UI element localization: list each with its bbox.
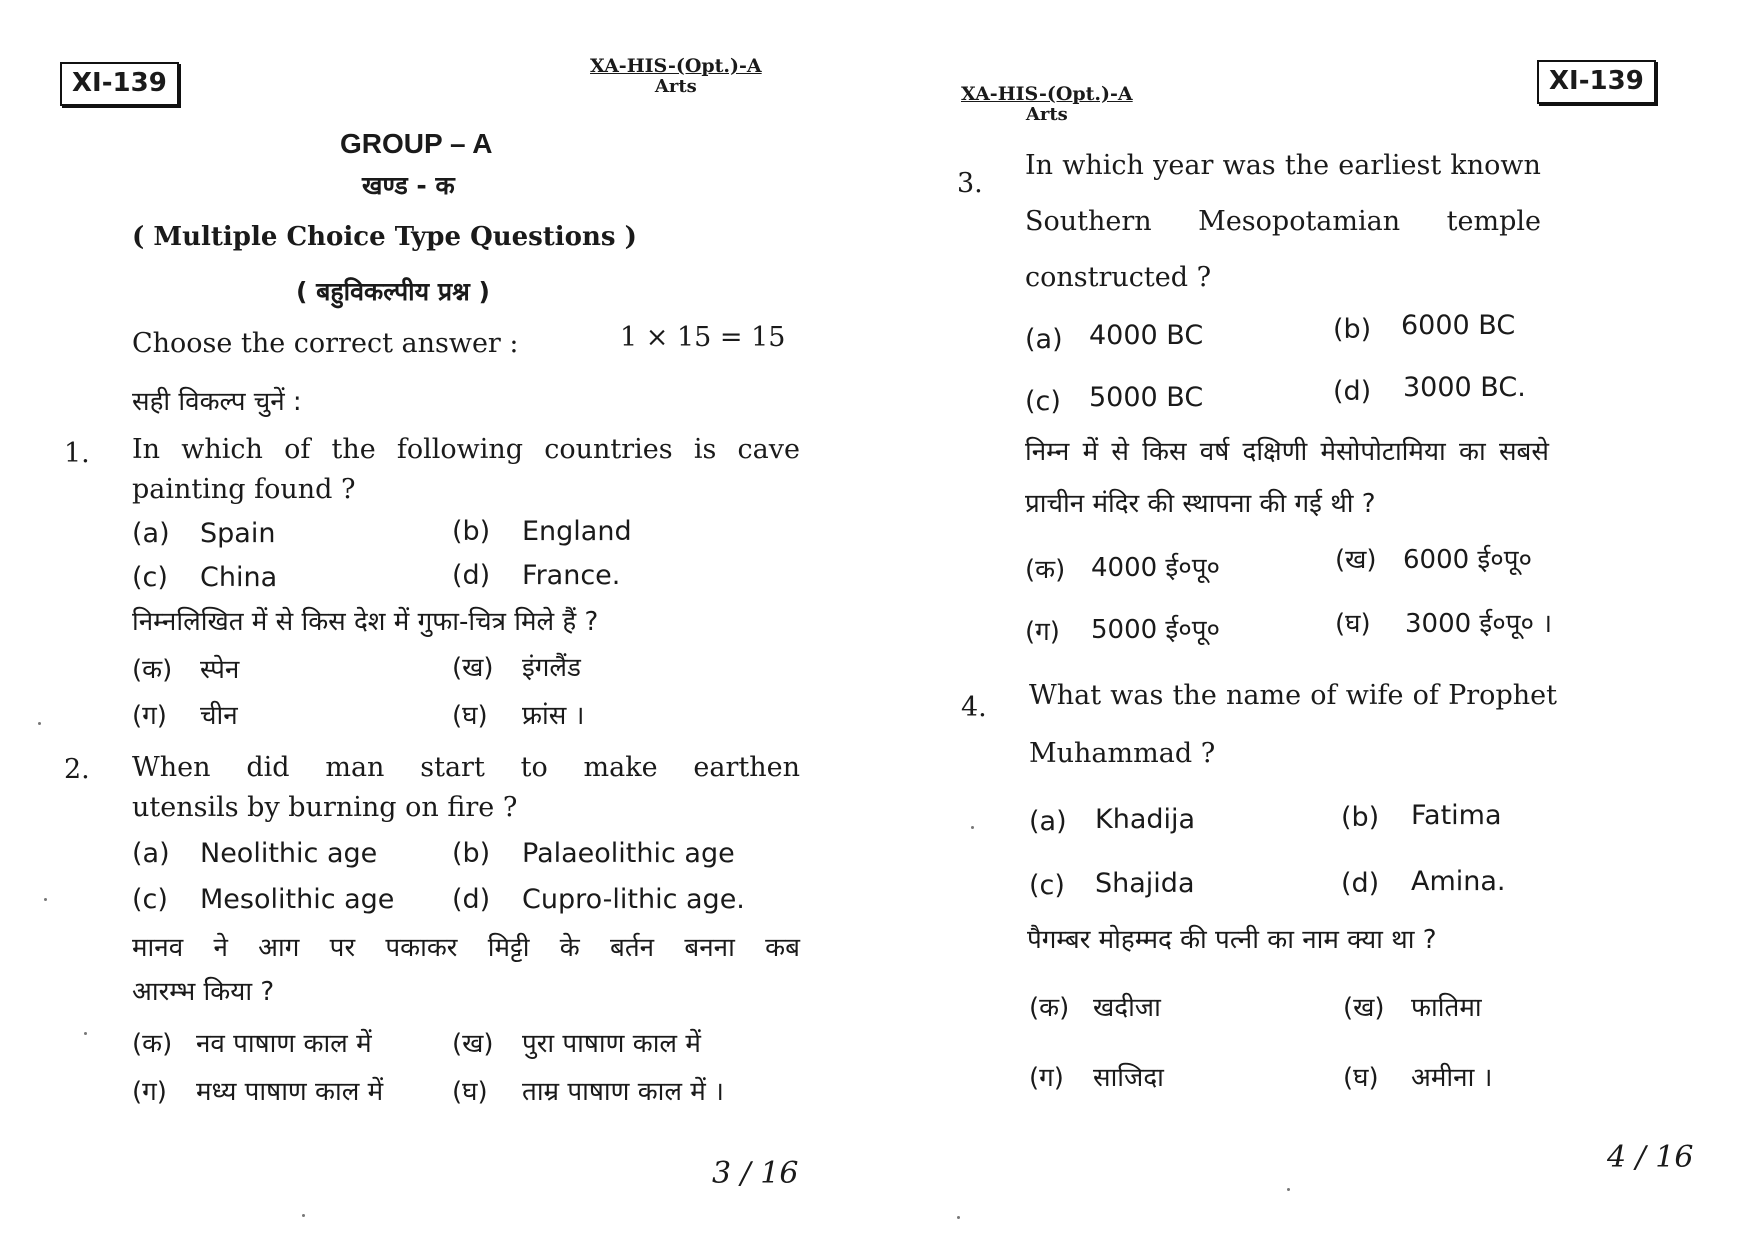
option-text: Neolithic age (200, 838, 378, 869)
question-4-hindi: पैगम्बर मोहम्मद की पत्नी का नाम क्या था ? (1027, 925, 1437, 955)
word: of (284, 434, 311, 465)
scan-speck (971, 826, 974, 829)
word: Mesopotamian (1198, 206, 1401, 237)
page-number: 4 / 16 (1607, 1140, 1694, 1175)
word: मानव (132, 933, 184, 963)
option-text: 4000 BC (1089, 320, 1204, 351)
word: temple (1446, 206, 1541, 237)
scan-speck (84, 1032, 87, 1035)
option-label: (ग) (1029, 1063, 1064, 1093)
subject-header (590, 56, 762, 97)
word: the (331, 434, 376, 465)
word: के (559, 933, 580, 963)
option-text: 4000 ई०पू० (1091, 553, 1221, 583)
subject-header (961, 84, 1133, 125)
option-text: इंगलैंड (522, 653, 581, 683)
word: is (693, 434, 717, 465)
option-text: फातिमा (1411, 993, 1482, 1023)
option-text: अमीना । (1411, 1063, 1493, 1093)
paper-code-box (60, 62, 179, 106)
option-label: (घ) (452, 701, 488, 731)
option-text: England (522, 516, 632, 547)
word: following (396, 434, 524, 465)
option-label: (c) (1025, 386, 1061, 417)
word: ने (213, 933, 228, 963)
word: निम्न (1025, 437, 1070, 467)
option-label: (a) (132, 518, 170, 549)
option-text: नव पाषाण काल में (196, 1029, 372, 1059)
question-number: 2. (64, 754, 90, 785)
scan-speck (957, 1216, 960, 1219)
word: the (1284, 150, 1330, 181)
scan-speck (302, 1214, 305, 1217)
option-text: मध्य पाषाण काल में (196, 1077, 384, 1107)
word: to (520, 752, 548, 783)
page-number: 3 / 16 (712, 1156, 799, 1191)
question-4-line-2: Muhammad ? (1029, 738, 1216, 769)
word: earthen (693, 752, 800, 783)
option-label: (ख) (1335, 545, 1377, 575)
word: wife (1345, 680, 1404, 711)
question-2-line-1 (132, 752, 800, 783)
question-number: 3. (957, 168, 983, 199)
option-label: (a) (132, 838, 170, 869)
option-label: (घ) (452, 1077, 488, 1107)
word: आग (258, 933, 300, 963)
option-label: (ख) (452, 1029, 494, 1059)
option-text: चीन (200, 701, 238, 731)
word: मिट्टी (487, 933, 530, 963)
option-label: (c) (132, 562, 168, 593)
option-text: 3000 ई०पू० । (1405, 609, 1553, 639)
question-3-hindi-line-1 (1025, 432, 1549, 468)
option-label: (c) (1029, 870, 1065, 901)
option-label: (b) (1341, 802, 1380, 833)
option-text: Fatima (1411, 800, 1502, 831)
option-label: (a) (1029, 806, 1067, 837)
option-label: (b) (452, 516, 491, 547)
group-title: GROUP – A (340, 128, 493, 159)
word: man (325, 752, 385, 783)
word: the (1172, 680, 1217, 711)
word: What (1029, 680, 1102, 711)
word: cave (737, 434, 800, 465)
option-text: Khadija (1095, 804, 1196, 835)
word: which (181, 434, 263, 465)
option-text: 5000 BC (1089, 382, 1204, 413)
question-1-line-2: painting found ? (132, 474, 356, 505)
question-4-line-1 (1029, 680, 1557, 711)
question-3-line-2 (1025, 206, 1541, 237)
word: से (1111, 437, 1129, 467)
question-2-hindi-line-2: आरम्भ किया ? (132, 977, 275, 1007)
option-label: (क) (1029, 993, 1070, 1023)
word: which (1062, 150, 1144, 181)
question-number: 1. (64, 438, 90, 469)
option-label: (ग) (1025, 617, 1060, 647)
option-label: (ग) (132, 701, 167, 731)
option-text: स्पेन (200, 655, 240, 685)
option-text: France. (522, 560, 621, 591)
option-text: Spain (200, 518, 276, 549)
word: बनना (684, 933, 735, 963)
option-text: फ्रांस । (522, 701, 585, 731)
word: वर्ष (1199, 437, 1230, 467)
option-text: खदीजा (1093, 993, 1161, 1023)
stream-label: Arts (654, 76, 697, 97)
question-3-hindi-line-2: प्राचीन मंदिर की स्थापना की गई थी ? (1025, 489, 1376, 519)
question-1-hindi: निम्नलिखित में से किस देश में गुफा-चित्र मिले हैं ? (132, 607, 599, 637)
option-text: Amina. (1411, 866, 1506, 897)
word: make (583, 752, 658, 783)
word: पर (329, 933, 356, 963)
option-label: (ख) (452, 653, 494, 683)
option-text: 6000 ई०पू० (1403, 545, 1533, 575)
word: was (1222, 150, 1276, 181)
word: पकाकर (385, 933, 458, 963)
option-label: (b) (452, 838, 491, 869)
option-label: (घ) (1343, 1063, 1379, 1093)
question-number: 4. (961, 692, 987, 723)
option-text: China (200, 562, 278, 593)
option-label: (d) (1333, 376, 1372, 407)
option-text: साजिदा (1093, 1063, 1164, 1093)
word: In (132, 434, 161, 465)
stream-label: Arts (1025, 104, 1068, 125)
option-text: 6000 BC (1401, 310, 1516, 341)
option-label: (क) (132, 655, 173, 685)
option-text: ताम्र पाषाण काल में । (522, 1077, 724, 1107)
option-label: (b) (1333, 314, 1372, 345)
word: मेसोपोटामिया (1320, 437, 1446, 467)
option-text: Palaeolithic age (522, 838, 735, 869)
option-text: Mesolithic age (200, 884, 395, 915)
option-label: (c) (132, 884, 168, 915)
word: का (1459, 437, 1486, 467)
instruction: Choose the correct answer : (132, 328, 519, 359)
word: of (1310, 680, 1337, 711)
group-title-hindi: खण्ड - क (362, 171, 455, 200)
word: earliest (1338, 150, 1442, 181)
question-3-line-3: constructed ? (1025, 262, 1212, 293)
word: did (246, 752, 290, 783)
option-label: (घ) (1335, 609, 1371, 639)
option-text: Cupro-lithic age. (522, 884, 745, 915)
paper-code-box (1537, 60, 1656, 104)
word: countries (544, 434, 673, 465)
option-text: 3000 BC. (1403, 372, 1526, 403)
word: बर्तन (609, 933, 655, 963)
word: कब (765, 933, 800, 963)
option-label: (ग) (132, 1077, 167, 1107)
word: सबसे (1498, 437, 1549, 467)
word: year (1153, 150, 1214, 181)
question-2-line-2: utensils by burning on fire ? (132, 792, 518, 823)
word: Prophet (1448, 680, 1557, 711)
word: में (1082, 437, 1099, 467)
subject-code: XA-HIS-(Opt.)-A (590, 55, 762, 77)
section-title-hindi: ( बहुविकल्पीय प्रश्न ) (296, 277, 490, 306)
option-label: (a) (1025, 324, 1063, 355)
option-text: Shajida (1095, 868, 1195, 899)
word: of (1412, 680, 1439, 711)
right-page (877, 0, 1754, 1241)
option-text: पुरा पाषाण काल में (522, 1029, 701, 1059)
word: start (420, 752, 485, 783)
subject-code: XA-HIS-(Opt.)-A (961, 83, 1133, 105)
instruction-hindi: सही विकल्प चुनें : (132, 387, 302, 417)
paper-code: XI-139 (1549, 66, 1644, 96)
question-3-line-1 (1025, 150, 1541, 181)
paper-code: XI-139 (72, 68, 167, 98)
word: Southern (1025, 206, 1152, 237)
question-2-hindi-line-1 (132, 928, 800, 964)
word: When (132, 752, 211, 783)
option-label: (क) (1025, 555, 1066, 585)
word: known (1450, 150, 1541, 181)
marks: 1 × 15 = 15 (620, 322, 786, 353)
section-title: ( Multiple Choice Type Questions ) (132, 222, 637, 252)
option-label: (क) (132, 1029, 173, 1059)
scan-speck (38, 722, 41, 725)
option-label: (d) (452, 884, 491, 915)
option-label: (ख) (1343, 993, 1385, 1023)
option-label: (d) (452, 560, 491, 591)
word: दक्षिणी (1242, 437, 1308, 467)
word: name (1226, 680, 1302, 711)
option-text: 5000 ई०पू० (1091, 615, 1221, 645)
option-label: (d) (1341, 868, 1380, 899)
word: was (1110, 680, 1164, 711)
scan-speck (44, 898, 47, 901)
word: किस (1142, 437, 1187, 467)
question-1-line-1 (132, 434, 800, 465)
word: In (1025, 150, 1054, 181)
scan-speck (1287, 1188, 1290, 1191)
